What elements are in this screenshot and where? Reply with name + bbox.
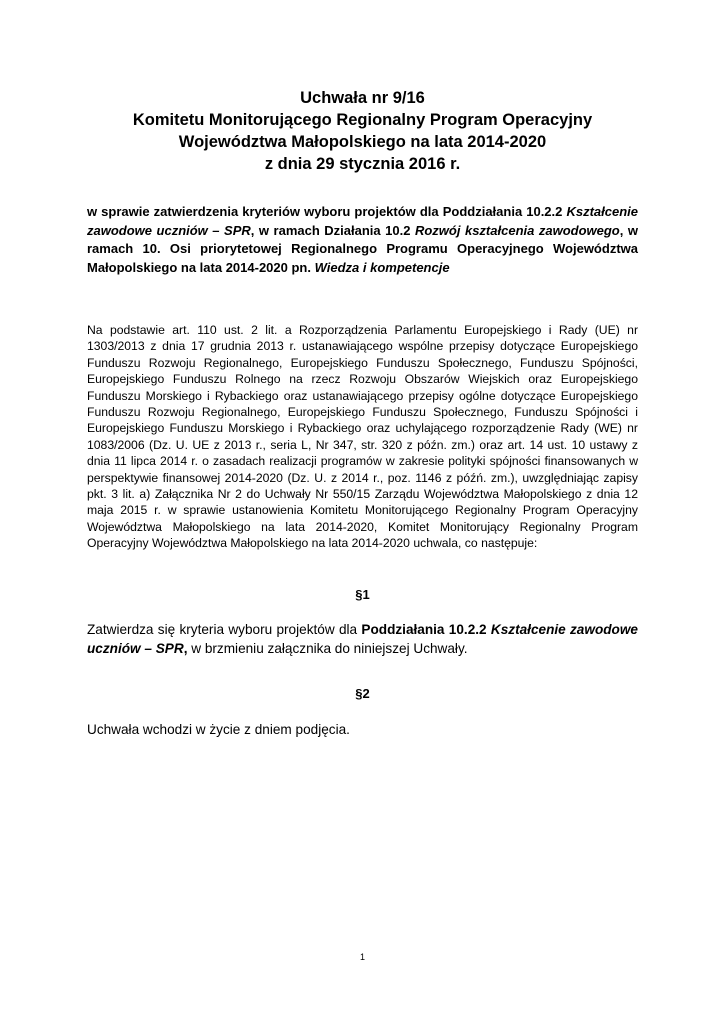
- title-line-1: Uchwała nr 9/16: [300, 89, 425, 107]
- page-number: 1: [359, 952, 365, 962]
- section-2-mark: §2: [355, 686, 370, 701]
- title-line-3: Województwa Małopolskiego na lata 2014-2020: [178, 133, 547, 151]
- subject-part-5: , w ramach 10. Osi priorytetowej Regionalnego Programu Operacyjnego Województwa Małopolskiego na lata 2014-2020 pn.: [87, 222, 638, 275]
- subject-axis-name: Wiedza i kompetencje: [314, 259, 450, 275]
- section-1-text: [87, 620, 638, 658]
- section-2-text: Uchwała wchodzi w życie z dniem podjęcia.: [87, 722, 350, 737]
- section-1-part-1: Zatwierdza się kryteria wyboru projektów dla: [87, 622, 362, 637]
- section-1-mark: §1: [355, 587, 370, 602]
- section-1-measure-number: Poddziałania 10.2.2: [361, 622, 491, 637]
- subject-part-1: w sprawie zatwierdzenia kryteriów wyboru projektów dla Poddziałania 10.2.2: [87, 204, 567, 219]
- resolution-subject: [87, 203, 638, 277]
- title-line-4: z dnia 29 stycznia 2016 r.: [264, 155, 461, 173]
- subject-action-name: Rozwój kształcenia zawodowego: [414, 222, 620, 238]
- title-line-2: Komitetu Monitorującego Regionalny Program Operacyjny: [132, 111, 593, 129]
- section-1-measure-name: Kształcenie zawodowe uczniów – SPR: [87, 622, 638, 656]
- legal-basis-paragraph: Na podstawie art. 110 ust. 2 lit. a Rozporządzenia Parlamentu Europejskiego i Rady (UE) nr 1303/2013 z dnia 17 grudnia 2013 r. ustanawiającego wspólne przepisy dotyczące Europejskiego Funduszu Rozwoju Regionalnego, Europejskiego Funduszu Społecznego, Funduszu Spójności, Europejskiego Funduszu Rolnego na rzecz Rozwoju Obszarów Wiejskich oraz Europejskiego Funduszu Morskiego i Rybackiego oraz ustanawiającego przepisy ogólne dotyczące Europejskiego Funduszu Rozwoju Regionalnego, Europejskiego Funduszu Społecznego, Funduszu Spójności i Europejskiego Funduszu Morskiego i Rybackiego oraz uchylającego rozporządzenie Rady (WE) nr 1083/2006 (Dz. U. UE z 2013 r., seria L, Nr 347, str. 320 z późn. zm.) oraz art. 14 ust. 10 ustawy z dnia 11 lipca 2014 r. o zasadach realizacji programów w zakresie polityki spójności finansowanych w perspektywie finansowej 2014-2020 (Dz. U. z 2014 r., poz. 1146 z późń. zm.), uwzględniając zapisy pkt. 3 lit. a) Załącznika Nr 2 do Uchwały Nr 550/15 Zarządu Województwa Małopolskiego z dnia 12 maja 2015 r. w sprawie ustanowienia Komitetu Monitorującego Regionalny Program Operacyjny Województwa Małopolskiego na lata 2014-2020, Komitet Monitorujący Regionalny Program Operacyjny Województwa Małopolskiego na lata 2014-2020 uchwala, co następuje:: [87, 323, 638, 551]
- subject-measure-name: Kształcenie zawodowe uczniów – SPR: [87, 204, 638, 238]
- resolution-title: [60, 87, 665, 175]
- subject-part-3: , w ramach Działania 10.2: [250, 222, 415, 238]
- section-1-comma: ,: [183, 641, 188, 656]
- section-1-part-5: w brzmieniu załącznika do niniejszej Uchwały.: [187, 641, 468, 656]
